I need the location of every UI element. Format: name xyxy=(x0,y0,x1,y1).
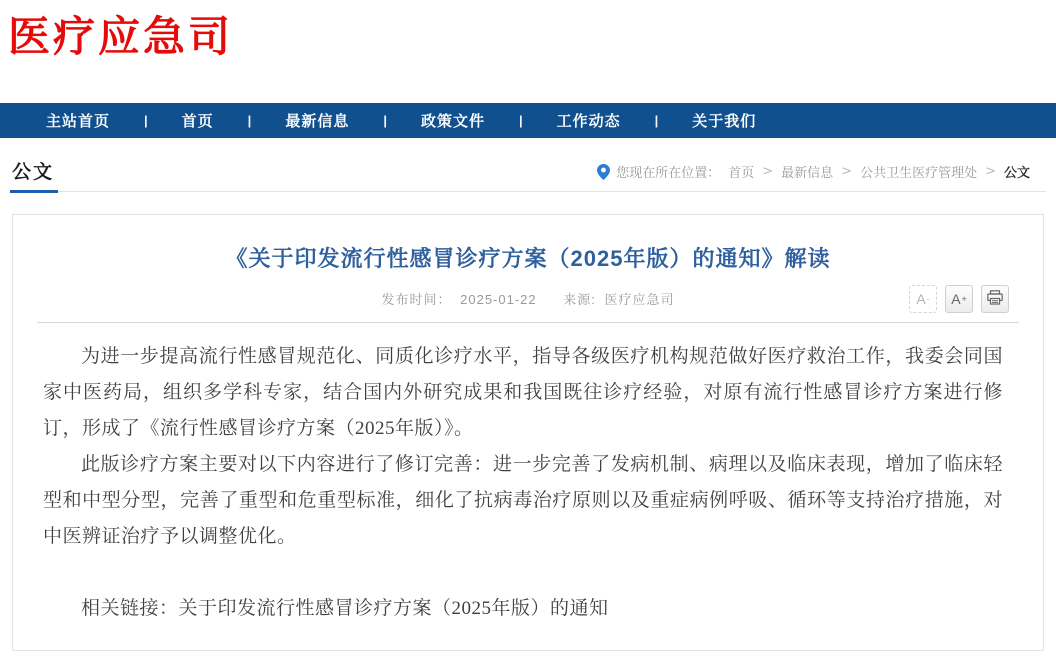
nav-item-latest-news[interactable]: 最新信息 xyxy=(285,113,350,130)
site-logo[interactable]: 医疗应急司 xyxy=(8,13,234,60)
nav-separator: | xyxy=(518,113,523,128)
top-nav xyxy=(0,103,1056,138)
font-increase-label: A xyxy=(951,291,961,307)
nav-item-home[interactable]: 首页 xyxy=(181,113,214,130)
breadcrumb-separator: > xyxy=(762,164,774,179)
font-decrease-button[interactable] xyxy=(909,285,937,313)
nav-item-work-updates[interactable]: 工作动态 xyxy=(556,113,621,130)
related-links-line xyxy=(43,591,1003,627)
breadcrumb-item-latest-news[interactable]: 最新信息 xyxy=(781,165,834,180)
nav-separator: | xyxy=(383,113,387,128)
related-links-label: 相关链接： xyxy=(81,598,179,619)
article-card xyxy=(12,214,1044,651)
breadcrumb-item-home[interactable]: 首页 xyxy=(728,165,755,180)
nav-item-main-home[interactable]: 主站首页 xyxy=(46,113,111,130)
font-increase-button[interactable] xyxy=(945,285,973,313)
site-header xyxy=(0,0,1056,103)
nav-separator: | xyxy=(144,113,148,128)
publish-date-label: 发布时间： xyxy=(381,292,452,307)
section-bar xyxy=(10,156,1046,192)
article-paragraph-1: 为进一步提高流行性感冒规范化、同质化诊疗水平，指导各级医疗机构规范做好医疗救治工作，我委会同国家中医药局，组织多学科专家，结合国内外研究成果和我国既往诊疗经验，对原有流行性感冒诊疗方案进行修订，形成了《流行性感冒诊疗方案（2025年版）》。 xyxy=(43,346,1003,439)
section-title: 公文 xyxy=(10,157,58,193)
font-increase-sign: + xyxy=(961,294,967,304)
article-title: 《关于印发流行性感冒诊疗方案（2025年版）的通知》解读 xyxy=(225,246,831,271)
breadcrumb xyxy=(597,162,1036,191)
article-meta xyxy=(13,289,1043,308)
breadcrumb-item-public-health-division[interactable]: 公共卫生医疗管理处 xyxy=(860,165,978,180)
breadcrumb-item-current: 公文 xyxy=(1003,165,1030,180)
source-value: 医疗应急司 xyxy=(604,292,675,307)
breadcrumb-separator: > xyxy=(841,164,853,179)
breadcrumb-separator: > xyxy=(985,164,996,179)
article-toolbar xyxy=(909,285,1009,313)
nav-item-about-us[interactable]: 关于我们 xyxy=(692,113,757,130)
article-body xyxy=(13,323,1043,627)
printer-icon xyxy=(987,290,1003,308)
nav-item-policy-documents[interactable]: 政策文件 xyxy=(420,113,485,130)
font-decrease-label: A xyxy=(916,291,926,307)
font-decrease-sign: - xyxy=(926,294,930,304)
location-pin-icon xyxy=(597,164,610,180)
nav-separator: | xyxy=(247,113,252,128)
publish-date-value: 2025-01-22 xyxy=(460,292,537,307)
breadcrumb-prefix: 您现在所在位置： xyxy=(616,165,721,180)
related-notice-link[interactable]: 关于印发流行性感冒诊疗方案（2025年版）的通知 xyxy=(178,598,609,619)
source-label: 来源: xyxy=(563,292,596,307)
nav-separator: | xyxy=(654,113,659,128)
print-button[interactable] xyxy=(981,285,1009,313)
article-paragraph-2: 此版诊疗方案主要对以下内容进行了修订完善：进一步完善了发病机制、病理以及临床表现，增加了临床轻型和中型分型，完善了重型和危重型标准，细化了抗病毒治疗原则以及重症病例呼吸、循环等支持治疗措施，对中医辨证治疗予以调整优化。 xyxy=(43,454,1003,547)
